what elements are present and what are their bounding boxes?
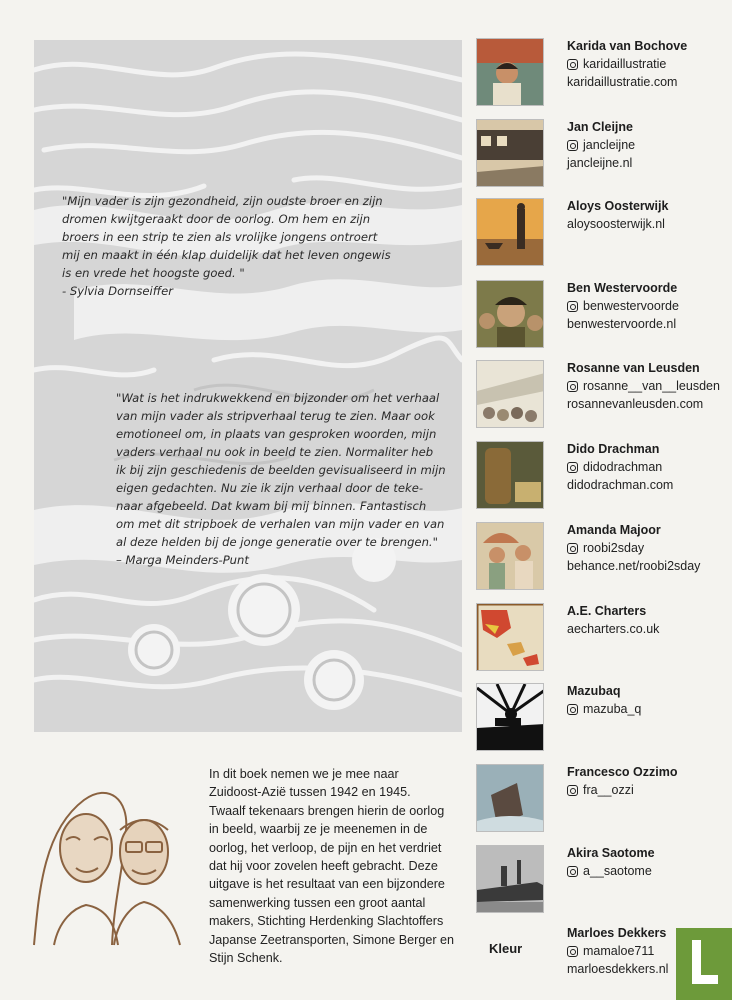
artist-thumbnail [476, 683, 544, 751]
artist-thumbnail [476, 764, 544, 832]
artist-thumbnail [476, 38, 544, 106]
sea-illustration [34, 40, 462, 732]
artist-name: A.E. Charters [567, 604, 647, 618]
instagram-icon [567, 381, 578, 392]
intro-line: Stijn Schenk. [209, 951, 283, 966]
artist-name: Aloys Oosterwijk [567, 199, 669, 213]
quote-line: ik bij zijn geschiedenis de beelden gevisualiseerd in mijn [116, 463, 446, 477]
instagram-icon [567, 301, 578, 312]
artist-dido [476, 441, 732, 509]
artist-akira [476, 845, 732, 913]
instagram-icon [567, 59, 578, 70]
portrait-sketch [14, 770, 194, 950]
artist-name: Amanda Majoor [567, 523, 661, 537]
artist-thumbnail [476, 360, 544, 428]
artist-website[interactable]: karidaillustratie.com [567, 75, 678, 89]
artist-name: Akira Saotome [567, 846, 655, 860]
instagram-icon [567, 704, 578, 715]
quote-marga [116, 389, 462, 569]
artist-website[interactable]: rosannevanleusden.com [567, 397, 704, 411]
intro-text [209, 765, 464, 967]
artist-thumbnail [476, 845, 544, 913]
artist-website[interactable]: aecharters.co.uk [567, 622, 660, 636]
intro-line: In dit boek nemen we je mee naar [209, 767, 399, 781]
instagram-icon [567, 140, 578, 151]
instagram-icon [567, 785, 578, 796]
artist-amanda [476, 522, 732, 590]
quote-line: "Wat is het indrukwekkend en bijzonder om het verhaal [116, 391, 440, 405]
artist-website[interactable]: aloysoosterwijk.nl [567, 217, 665, 231]
artist-name: Karida van Bochove [567, 39, 688, 53]
instagram-icon [567, 866, 578, 877]
artist-thumbnail [476, 441, 544, 509]
artist-name: Dido Drachman [567, 442, 660, 456]
quote-author: - Sylvia Dornseiffer [62, 284, 173, 298]
artist-ben [476, 280, 732, 348]
intro-line: samenwerking tussen een groot aantal [209, 895, 426, 910]
intro-line: Zuidoost-Azië tussen 1942 en 1945. [209, 785, 411, 800]
artist-website[interactable]: behance.net/roobi2sday [567, 559, 701, 573]
artist-name: Mazubaq [567, 684, 621, 698]
artist-website[interactable]: jancleijne.nl [567, 156, 633, 170]
artist-instagram[interactable]: karidaillustratie [567, 55, 732, 73]
artist-charters [476, 603, 732, 671]
artist-website[interactable]: marloesdekkers.nl [567, 962, 669, 976]
artist-website[interactable]: benwestervoorde.nl [567, 317, 677, 331]
intro-line: dat hij voor zovelen heeft gebracht. Deze [209, 859, 438, 874]
artist-francesco [476, 764, 732, 832]
kleur-label: Kleur [489, 941, 523, 956]
artist-instagram[interactable]: rosanne__van__leusden [567, 377, 732, 395]
quote-line: is en vrede het hoogste goed. " [62, 266, 245, 280]
artist-thumbnail [476, 603, 544, 671]
artist-rosanne [476, 360, 732, 428]
quote-line: emotioneel om, in plaats van gesproken woorden, mijn [116, 427, 437, 441]
quote-line: eigen gedachten. Nu zie ik zijn verhaal door de teke- [116, 481, 424, 495]
artist-instagram[interactable]: roobi2sday [567, 539, 732, 557]
quote-line: van mijn vader als stripverhaal terug te zien. Maar ook [116, 409, 435, 423]
artist-instagram[interactable]: didodrachman [567, 458, 732, 476]
artist-mazubaq [476, 683, 732, 751]
artist-karida [476, 38, 732, 106]
quote-line: om met dit stripboek de verhalen van mijn vader en van [116, 517, 445, 531]
artist-name: Francesco Ozzimo [567, 765, 678, 779]
artist-thumbnail [476, 280, 544, 348]
quote-line: dromen kwijtgeraakt door de oorlog. Om hem en zijn [62, 212, 371, 226]
artist-website[interactable]: didodrachman.com [567, 478, 674, 492]
quote-line: mij en maakt in één klap duidelijk dat het leven ongewis [62, 248, 391, 262]
quote-line: broers in een strip te zien als vrolijke jongens ontroert [62, 230, 378, 244]
artist-aloys [476, 198, 732, 266]
artist-name: Rosanne van Leusden [567, 361, 700, 375]
artist-instagram[interactable]: fra__ozzi [567, 781, 732, 799]
quote-line: "Mijn vader is zijn gezondheid, zijn oudste broer en zijn [62, 194, 383, 208]
artist-instagram[interactable]: mamaloe711 [567, 942, 732, 960]
quote-line: al deze helden bij de jonge generatie over te brengen." [116, 535, 438, 549]
publisher-logo [676, 928, 732, 1000]
instagram-icon [567, 462, 578, 473]
artist-jan [476, 119, 732, 187]
instagram-icon [567, 946, 578, 957]
artist-name: Jan Cleijne [567, 120, 633, 134]
artist-name: Marloes Dekkers [567, 926, 667, 940]
wave-pattern [34, 40, 462, 732]
artist-instagram[interactable]: mazuba_q [567, 700, 732, 718]
intro-line: Twaalf tekenaars brengen hierin de oorlog [209, 803, 445, 818]
artist-instagram[interactable]: a__saotome [567, 862, 732, 880]
intro-line: Japanse Zeetransporten, Simone Berger en [209, 932, 455, 947]
quote-line: naar afgebeeld. Dat kwam bij mij binnen. Fantastisch [116, 499, 427, 513]
artist-thumbnail [476, 198, 544, 266]
artist-name: Ben Westervoorde [567, 281, 678, 295]
artist-thumbnail [476, 522, 544, 590]
intro-line: uitgave is het resultaat van een bijzondere [209, 877, 445, 892]
intro-line: in beeld, waarbij ze je meenemen in de [209, 822, 428, 837]
quote-line: vaders verhaal nu ook in beeld te zien. Normaliter heb [116, 445, 434, 459]
quote-sylvia [62, 192, 442, 300]
instagram-icon [567, 543, 578, 554]
intro-line: oorlog, het verloop, de pijn en het verdriet [209, 840, 442, 855]
l-logo-icon [692, 940, 720, 984]
quote-author: – Marga Meinders-Punt [116, 553, 249, 567]
artist-instagram[interactable]: jancleijne [567, 136, 732, 154]
intro-line: makers, Stichting Herdenking Slachtoffers [209, 914, 444, 929]
artist-thumbnail [476, 119, 544, 187]
artist-instagram[interactable]: benwestervoorde [567, 297, 732, 315]
